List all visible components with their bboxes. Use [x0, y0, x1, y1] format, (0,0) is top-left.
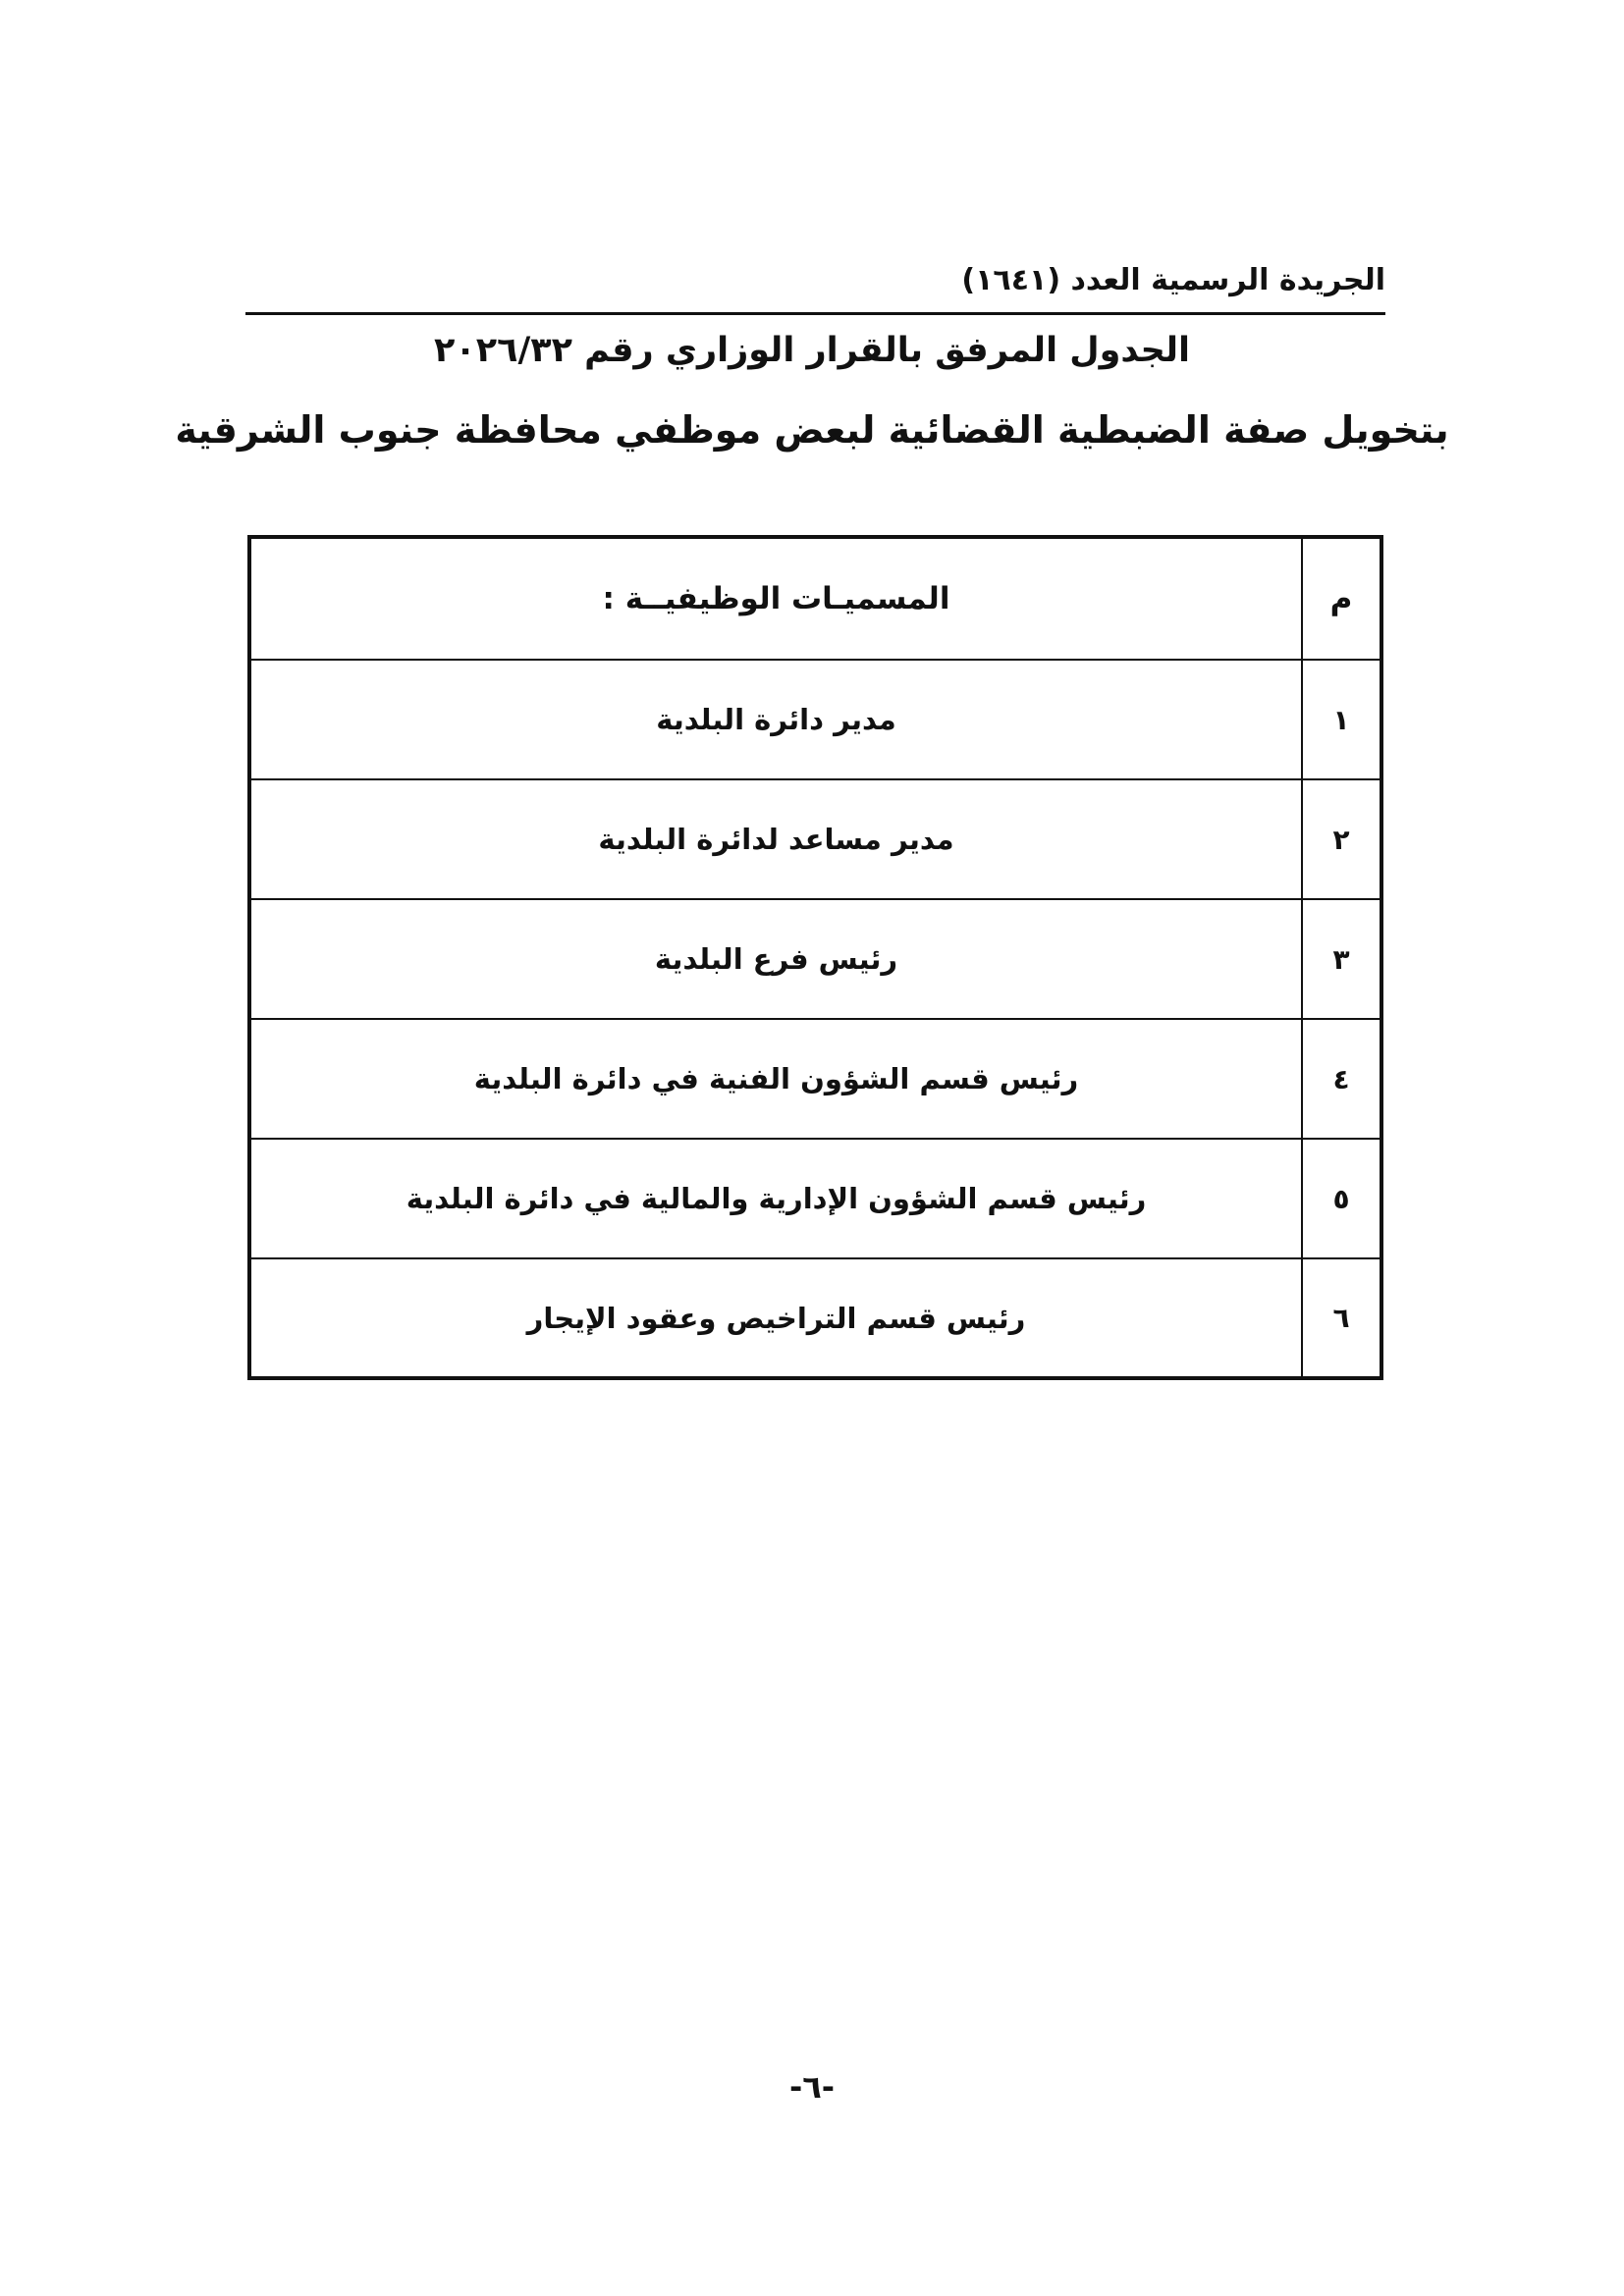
row-number: ٢: [1302, 779, 1381, 899]
header-job-titles: المسميـات الوظيفيــة :: [249, 537, 1302, 660]
page-number: -٦-: [788, 2068, 836, 2106]
table-row: [249, 660, 1381, 779]
table-row: [249, 899, 1381, 1019]
document-title: الجدول المرفق بالقرار الوزاري رقم ٢٠٢٦/٣٢: [434, 331, 1190, 370]
row-number: ٥: [1302, 1139, 1381, 1258]
row-number: ٤: [1302, 1019, 1381, 1139]
table-header-row: [249, 537, 1381, 660]
row-job-title: رئيس فرع البلدية: [249, 899, 1302, 1019]
row-job-title: رئيس قسم الشؤون الإدارية والمالية في دائرة البلدية: [249, 1139, 1302, 1258]
row-number: ١: [1302, 660, 1381, 779]
row-number: ٦: [1302, 1258, 1381, 1378]
document-subtitle: بتخويل صفة الضبطية القضائية لبعض موظفي محافظة جنوب الشرقية: [175, 408, 1449, 452]
row-job-title: مدير دائرة البلدية: [249, 660, 1302, 779]
table-row: [249, 1019, 1381, 1139]
header-divider: [245, 312, 1385, 315]
gazette-header: الجريدة الرسمية العدد (١٦٤١): [961, 263, 1385, 297]
table-row: [249, 1139, 1381, 1258]
table-row: [249, 1258, 1381, 1378]
job-titles-table: [247, 535, 1383, 1380]
table-row: [249, 779, 1381, 899]
row-number: ٣: [1302, 899, 1381, 1019]
header-number: م: [1302, 537, 1381, 660]
row-job-title: رئيس قسم الشؤون الفنية في دائرة البلدية: [249, 1019, 1302, 1139]
row-job-title: مدير مساعد لدائرة البلدية: [249, 779, 1302, 899]
row-job-title: رئيس قسم التراخيص وعقود الإيجار: [249, 1258, 1302, 1378]
